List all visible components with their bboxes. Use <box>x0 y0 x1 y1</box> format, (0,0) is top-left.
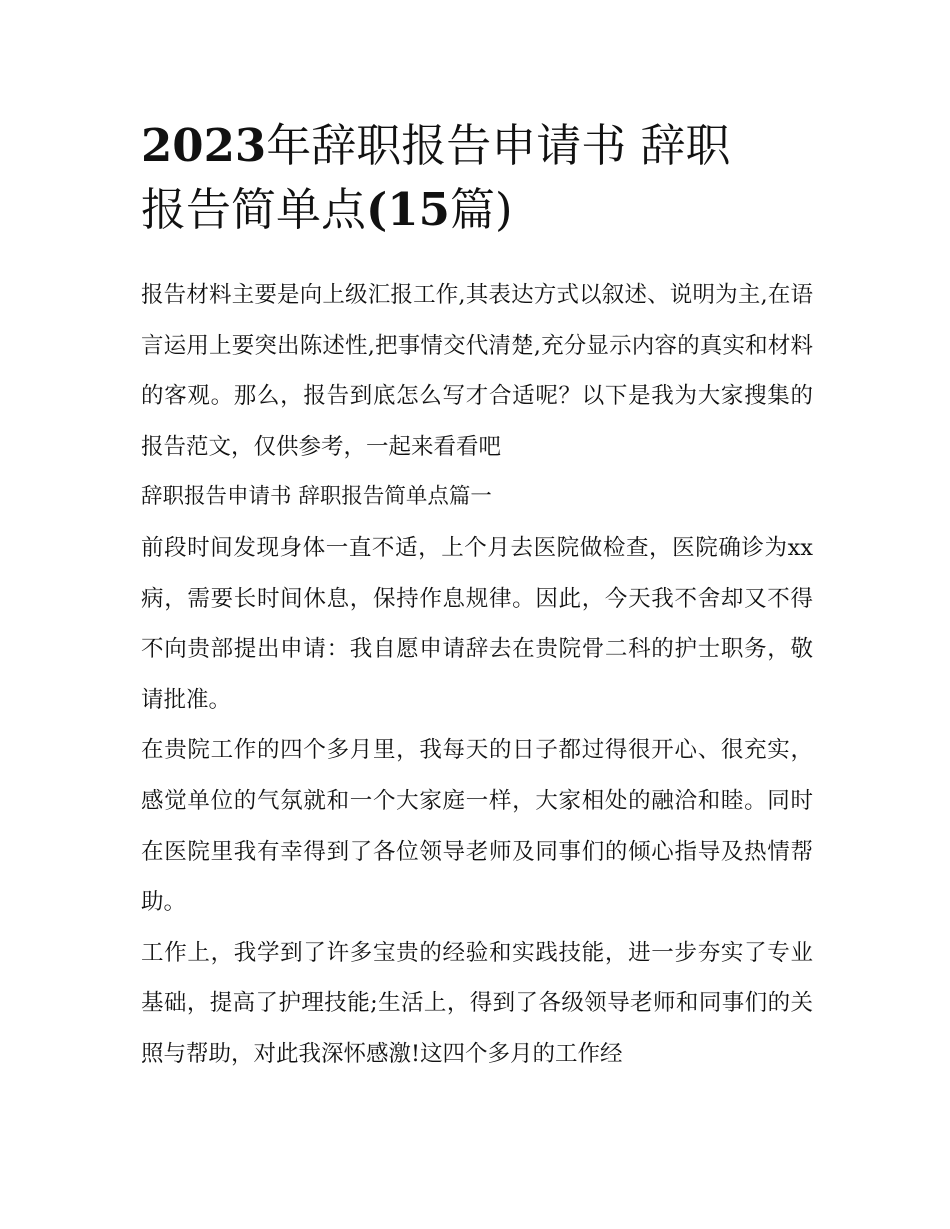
body-paragraph-2: 在贵院工作的四个多月里，我每天的日子都过得很开心、很充实，感觉单位的气氛就和一个大家庭一样，大家相处的融洽和睦。同时在医院里我有幸得到了各位领导老师及同事们的倾心指导及热情帮助。 <box>141 737 813 916</box>
title-count: (15 <box>366 183 450 236</box>
document-content <box>141 114 813 1080</box>
document-title <box>141 114 813 242</box>
document-body <box>141 270 813 1080</box>
intro-paragraph: 报告材料主要是向上级汇报工作,其表达方式以叙述、说明为主,在语言运用上要突出陈述性,把事情交代清楚,充分显示内容的真实和材料的客观。那么，报告到底怎么写才合适呢？以下是我为大家搜集的报告范文，仅供参考，一起来看看吧 <box>141 282 813 460</box>
section-heading: 辞职报告申请书 辞职报告简单点篇一 <box>141 484 492 510</box>
body-paragraph-3: 工作上，我学到了许多宝贵的经验和实践技能，进一步夯实了专业基础，提高了护理技能;生活上，得到了各级领导老师和同事们的关照与帮助，对此我深怀感激!这四个多月的工作经 <box>141 939 813 1067</box>
title-year: 2023 <box>141 119 267 172</box>
title-line1-text: 年辞职报告申请书 辞职 <box>266 119 731 172</box>
body-paragraph-1: 前段时间发现身体一直不适，上个月去医院做检查，医院确诊为xx病，需要长时间休息，保持作息规律。因此，今天我不舍却又不得不向贵部提出申请：我自愿申请辞去在贵院骨二科的护士职务，敬请批准。 <box>141 534 813 713</box>
title-line2-text: 报告简单点 <box>141 183 367 236</box>
title-count-unit: 篇) <box>449 183 513 236</box>
